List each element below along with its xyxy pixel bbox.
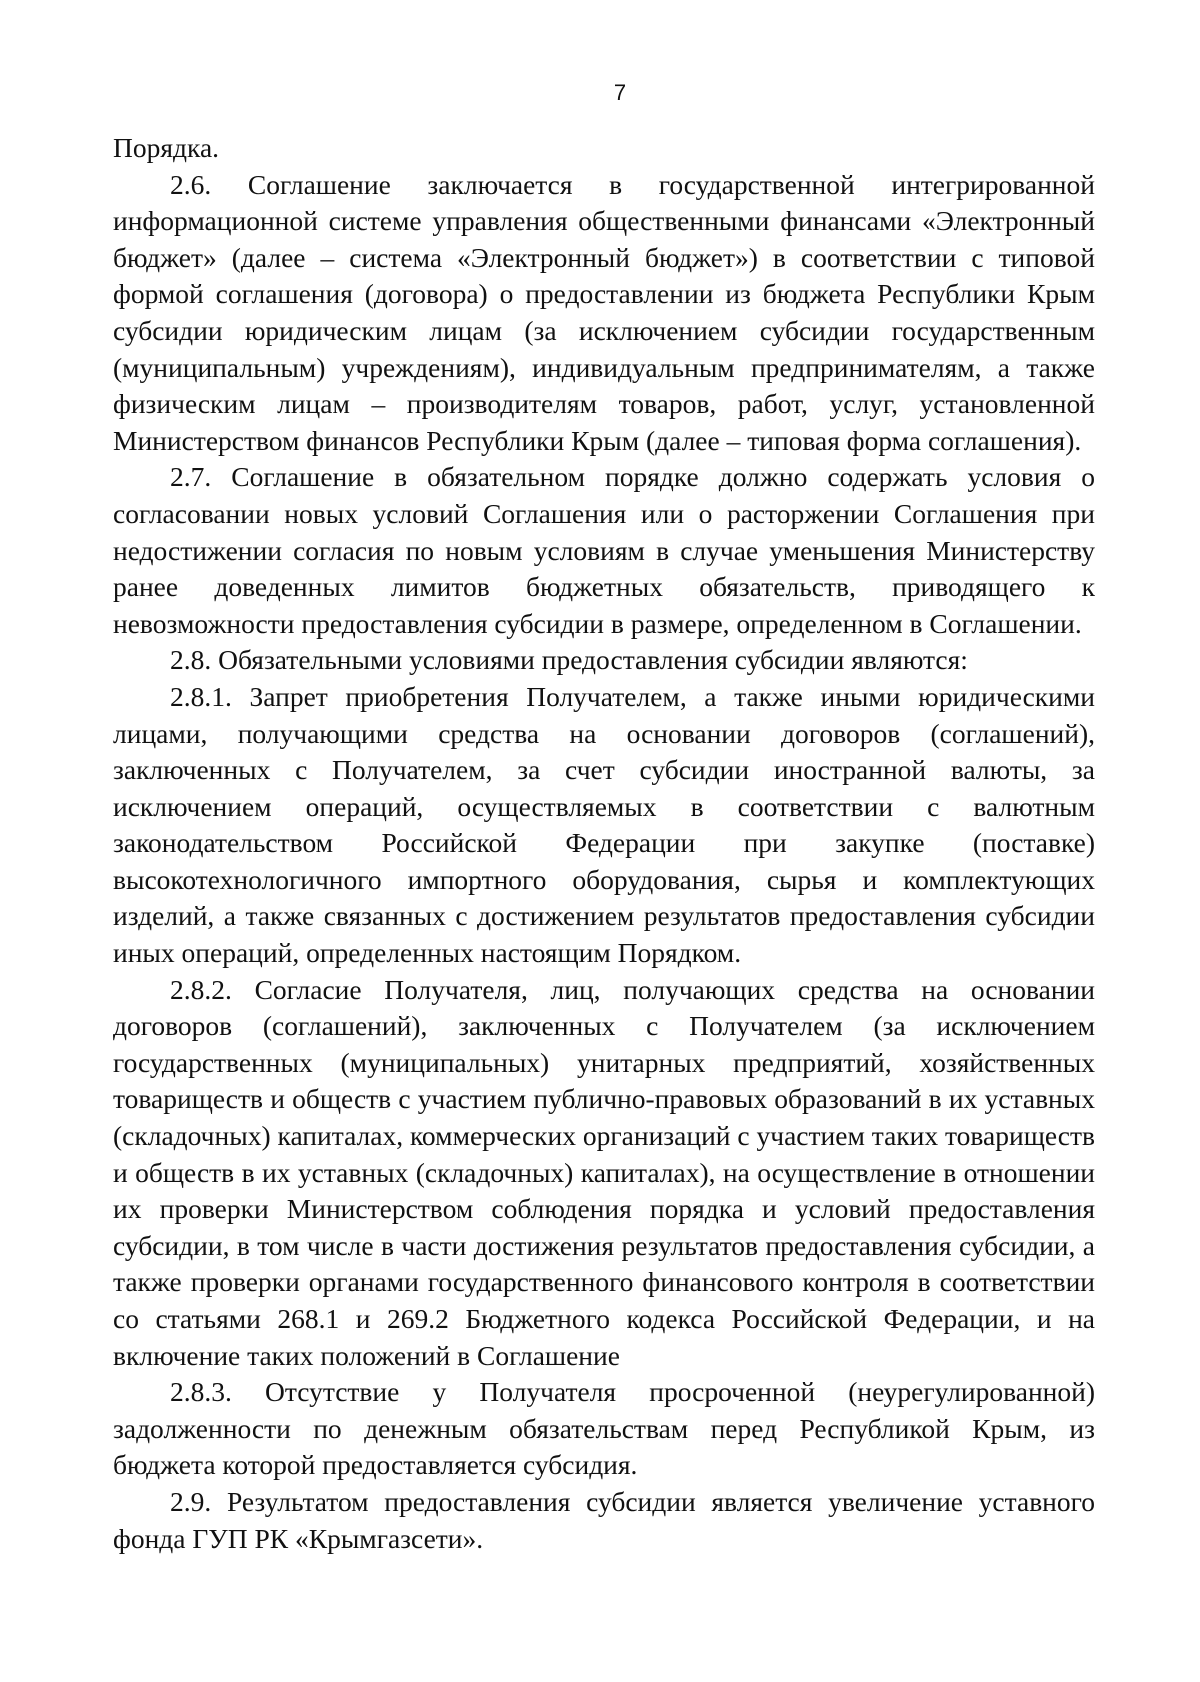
document-body [113, 130, 1095, 1557]
paragraph-2-8-2: 2.8.2. Согласие Получателя, лиц, получающих средства на основании договоров (соглашений), заключенных с Получателем (за исключением государственных (муниципальных) унитарных предприятий, хозяйственных товариществ и обществ с участием публично-правовых образований в их уставных (складочных) капиталах, коммерческих организаций с участием таких товариществ и обществ в их уставных (складочных) капиталах), на осуществление в отношении их проверки Министерством соблюдения порядка и условий предоставления субсидии, в том числе в части достижения результатов предоставления субсидии, а также проверки органами государственного финансового контроля в соответствии со статьями 268.1 и 269.2 Бюджетного кодекса Российской Федерации, и на включение таких положений в Соглашение [113, 973, 1095, 1371]
paragraph-2-9: 2.9. Результатом предоставления субсидии является увеличение уставного фонда ГУП РК «Крымгазсети». [113, 1485, 1095, 1554]
paragraph-2-8-3: 2.8.3. Отсутствие у Получателя просроченной (неурегулированной) задолженности по денежным обязательствам перед Республикой Крым, из бюджета которой предоставляется субсидия. [113, 1376, 1095, 1481]
paragraph-2-8: 2.8. Обязательными условиями предоставления субсидии являются: [170, 644, 968, 676]
paragraph-2-6: 2.6. Соглашение заключается в государственной интегрированной информационной системе управления общественными финансами «Электронный бюджет» (далее – система «Электронный бюджет») в соответствии с типовой формой соглашения (договора) о предоставлении из бюджета Республики Крым субсидии юридическим лицам (за исключением субсидии государственным (муниципальным) учреждениям), индивидуальным предпринимателям, а также физическим лицам – производителям товаров, работ, услуг, установленной Министерством финансов Республики Крым (далее – типовая форма соглашения). [113, 168, 1095, 456]
page-number: 7 [613, 80, 627, 105]
paragraph-2-7: 2.7. Соглашение в обязательном порядке должно содержать условия о согласовании новых условий Соглашения или о расторжении Соглашения при недостижении согласия по новым условиям в случае уменьшения Министерству ранее доведенных лимитов бюджетных обязательств, приводящего к невозможности предоставления субсидии в размере, определенном в Соглашении. [113, 461, 1095, 639]
paragraph-continuation: Порядка. [113, 132, 220, 163]
paragraph-2-8-1: 2.8.1. Запрет приобретения Получателем, а также иными юридическими лицами, получающими средства на основании договоров (соглашений), заключенных с Получателем, за счет субсидии иностранной валюты, за исключением операций, осуществляемых в соответствии с валютным законодательством Российской Федерации при закупке (поставке) высокотехнологичного импортного оборудования, сырья и комплектующих изделий, а также связанных с достижением результатов предоставления субсидии иных операций, определенных настоящим Порядком. [113, 680, 1095, 969]
